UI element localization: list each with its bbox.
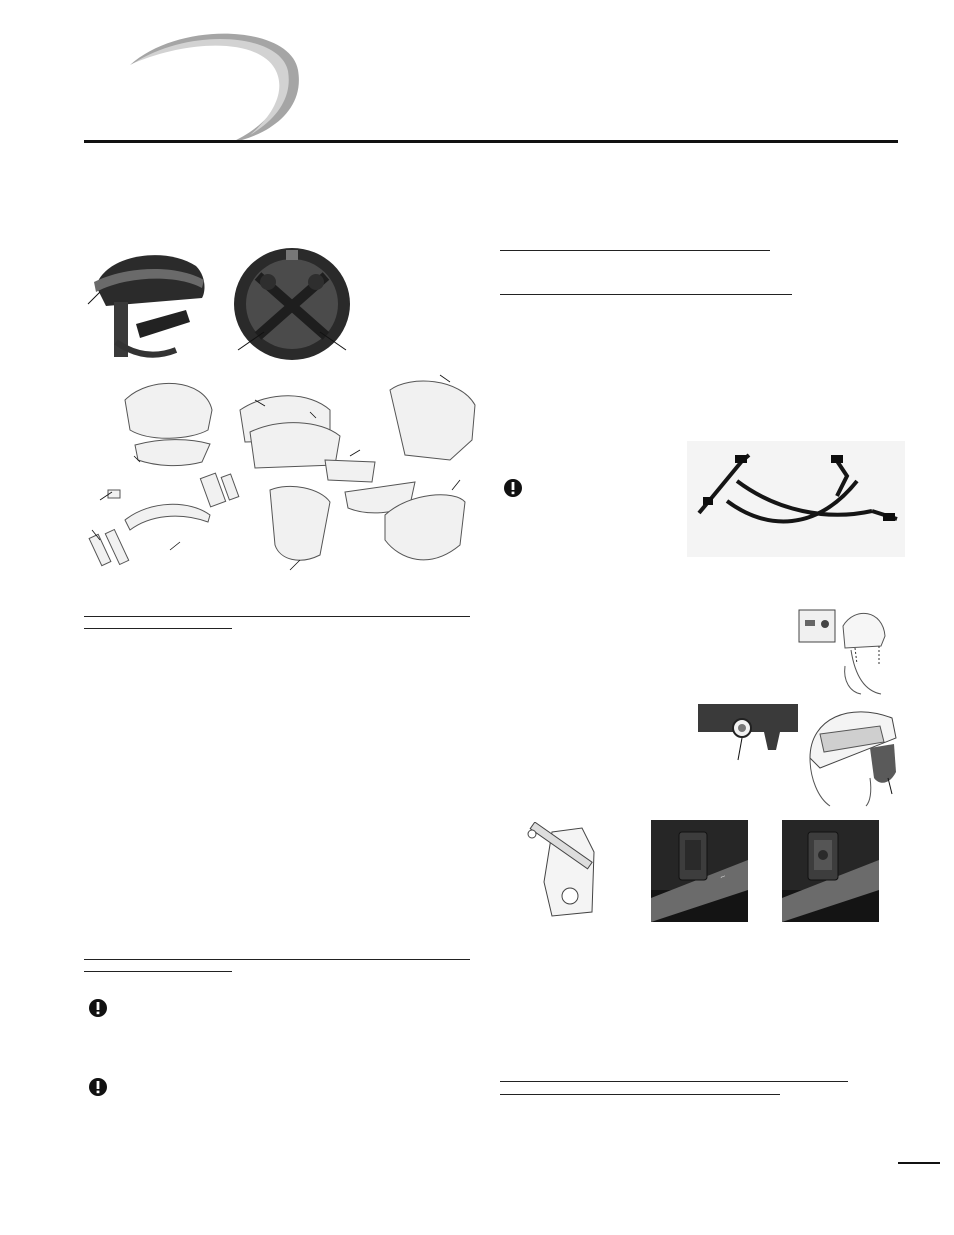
exclamation-circle-icon bbox=[88, 998, 108, 1018]
exploded-parts-diagram bbox=[80, 370, 480, 575]
filter-holder-diagram bbox=[522, 822, 612, 922]
section-rule-1a bbox=[84, 616, 470, 617]
section-rule-1b bbox=[84, 628, 232, 629]
filter-slot-photo-inserted bbox=[782, 820, 879, 922]
section-rule-4 bbox=[500, 294, 792, 295]
helmet-inside-view bbox=[228, 246, 356, 364]
section-rule-3 bbox=[500, 250, 770, 251]
svg-text:~: ~ bbox=[718, 872, 728, 882]
harness-fitting-diagram bbox=[795, 606, 887, 696]
helmet-neck-cover-diagram bbox=[800, 698, 902, 808]
exclamation-circle-icon bbox=[88, 1077, 108, 1097]
section-rule-5b bbox=[500, 1094, 780, 1095]
section-rule-5a bbox=[500, 1081, 848, 1082]
helmet-side-view bbox=[86, 246, 211, 364]
header-rule bbox=[84, 140, 898, 143]
logo-swoosh bbox=[120, 25, 310, 145]
section-rule-2a bbox=[84, 959, 470, 960]
pivot-knob-detail bbox=[698, 702, 798, 762]
section-rule-2b bbox=[84, 971, 232, 972]
header bbox=[0, 0, 954, 150]
page-number-rule bbox=[898, 1162, 940, 1164]
head-harness-photo bbox=[687, 441, 905, 557]
exclamation-circle-icon bbox=[503, 478, 523, 498]
filter-slot-photo bbox=[651, 820, 748, 922]
